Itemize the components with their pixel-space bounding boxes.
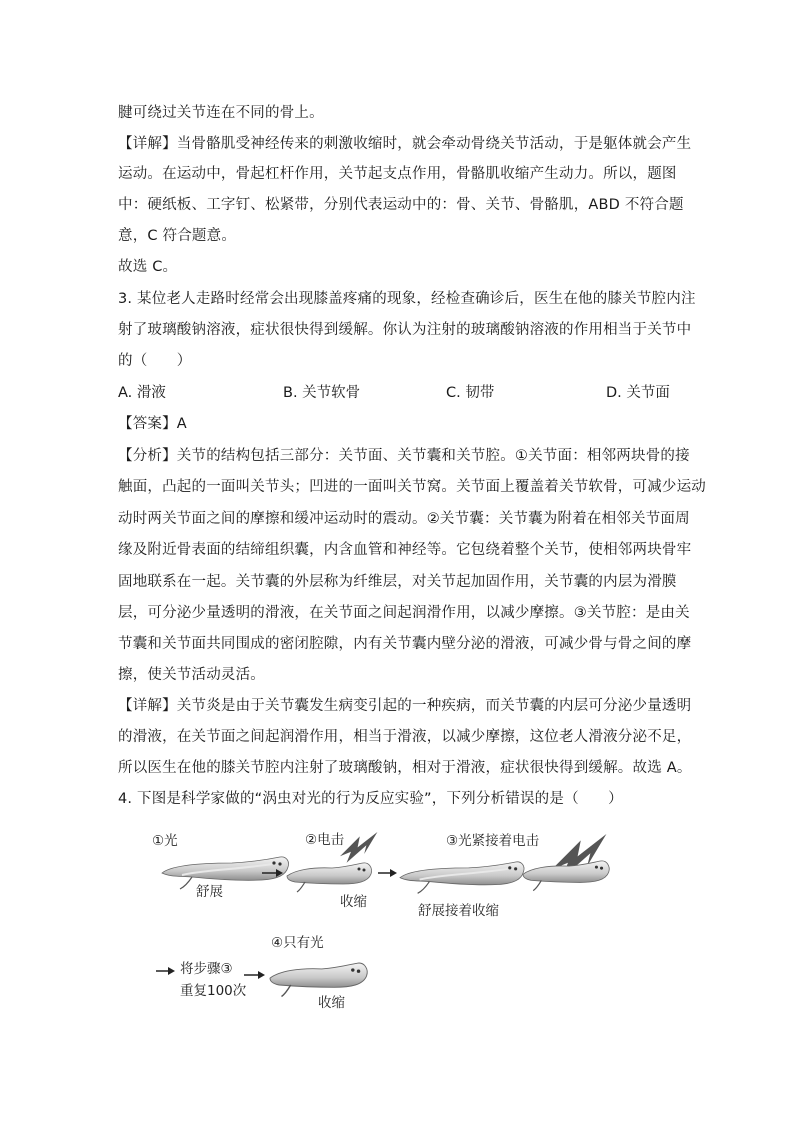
question-4-line: 4. 下图是科学家做的“涡虫对光的行为反应实验”，下列分析错误的是（ ） [118, 791, 623, 807]
repeat-label-1: 将步骤③ [180, 961, 233, 977]
analysis-line: 固地联系在一起。关节囊的外层称为纤维层，对关节起加固作用，关节囊的内层为滑膜 [118, 574, 677, 590]
detail-line: 所以医生在他的膝关节腔内注射了玻璃酸钠，相对于滑液，症状很快得到缓解。故选 A。 [118, 760, 692, 776]
text-line: 中：硬纸板、工字钉、松紧带，分别代表运动中的：骨、关节、骨骼肌，ABD 不符合题 [118, 197, 684, 213]
question-3-line: 3. 某位老人走路时经常会出现膝盖疼痛的现象，经检查确诊后，医生在他的膝关节腔内注 [118, 291, 696, 307]
flatworm-icon [287, 863, 372, 892]
text-line: 腱可绕过关节连在不同的骨上。 [118, 105, 324, 121]
step3-caption: 舒展接着收缩 [418, 903, 499, 919]
step1-label: ①光 [152, 833, 178, 849]
analysis-line: 层，可分泌少量透明的滑液，在关节面之间起润滑作用，以减少摩擦。③关节腔：是由关 [118, 605, 690, 621]
text-line: 运动。在运动中，骨起杠杆作用，关节起支点作用，骨骼肌收缩产生动力。所以，题图 [118, 166, 677, 182]
option-a: A. 滑液 [118, 385, 166, 401]
analysis-line: 动时两关节面之间的摩擦和缓冲运动时的震动。②关节囊：关节囊为附着在相邻关节面周 [118, 511, 690, 527]
option-d: D. 关节面 [606, 385, 670, 401]
option-c: C. 韧带 [446, 385, 495, 401]
arrow-icon [244, 971, 265, 979]
step4-caption: 收缩 [318, 995, 345, 1011]
analysis-line: 擦，使关节活动灵活。 [118, 667, 265, 683]
step3-label: ③光紧接着电击 [446, 833, 540, 849]
text-line: 【详解】当骨骼肌受神经传来的刺激收缩时，就会牵动骨绕关节活动，于是躯体就会产生 [118, 136, 692, 152]
option-b: B. 关节软骨 [283, 385, 361, 401]
arrow-icon [156, 967, 175, 975]
analysis-line: 触面，凸起的一面叫关节头；凹进的一面叫关节窝。关节面上覆盖着关节软骨，可减少运动 [118, 479, 706, 495]
flatworm-icon [400, 862, 524, 893]
analysis-line: 缘及附近骨表面的结缔组织囊，内含血管和神经等。它包绕着整个关节，使相邻两块骨牢 [118, 542, 692, 558]
flatworm-icon [270, 963, 367, 996]
arrow-icon [378, 869, 397, 877]
lightning-icon [340, 832, 377, 863]
answer-line: 【答案】A [118, 416, 187, 432]
text-line: 意，C 符合题意。 [118, 228, 237, 244]
detail-line: 【详解】关节炎是由于关节囊发生病变引起的一种疾病，而关节囊的内层可分泌少量透明 [118, 698, 692, 714]
step4-label: ④只有光 [271, 935, 324, 951]
step1-caption: 舒展 [196, 884, 223, 900]
step2-caption: 收缩 [340, 894, 367, 910]
text-line: 故选 C。 [118, 259, 178, 275]
analysis-line: 【分析】关节的结构包括三部分：关节面、关节囊和关节腔。①关节面：相邻两块骨的接 [118, 448, 690, 464]
step2-label: ②电击 [305, 832, 345, 848]
flatworm-icon [523, 861, 609, 891]
question-3-line: 的（ ） [118, 353, 192, 369]
detail-line: 的滑液，在关节面之间起润滑作用，相当于滑液，以减少摩擦，这位老人滑液分泌不足， [118, 729, 692, 745]
repeat-label-2: 重复100次 [180, 983, 247, 999]
analysis-line: 节囊和关节面共同围成的密闭腔隙，内有关节囊内壁分泌的滑液，可减少骨与骨之间的摩 [118, 636, 692, 652]
question-3-line: 射了玻璃酸钠溶液，症状很快得到缓解。你认为注射的玻璃酸钠溶液的作用相当于关节中 [118, 322, 692, 338]
